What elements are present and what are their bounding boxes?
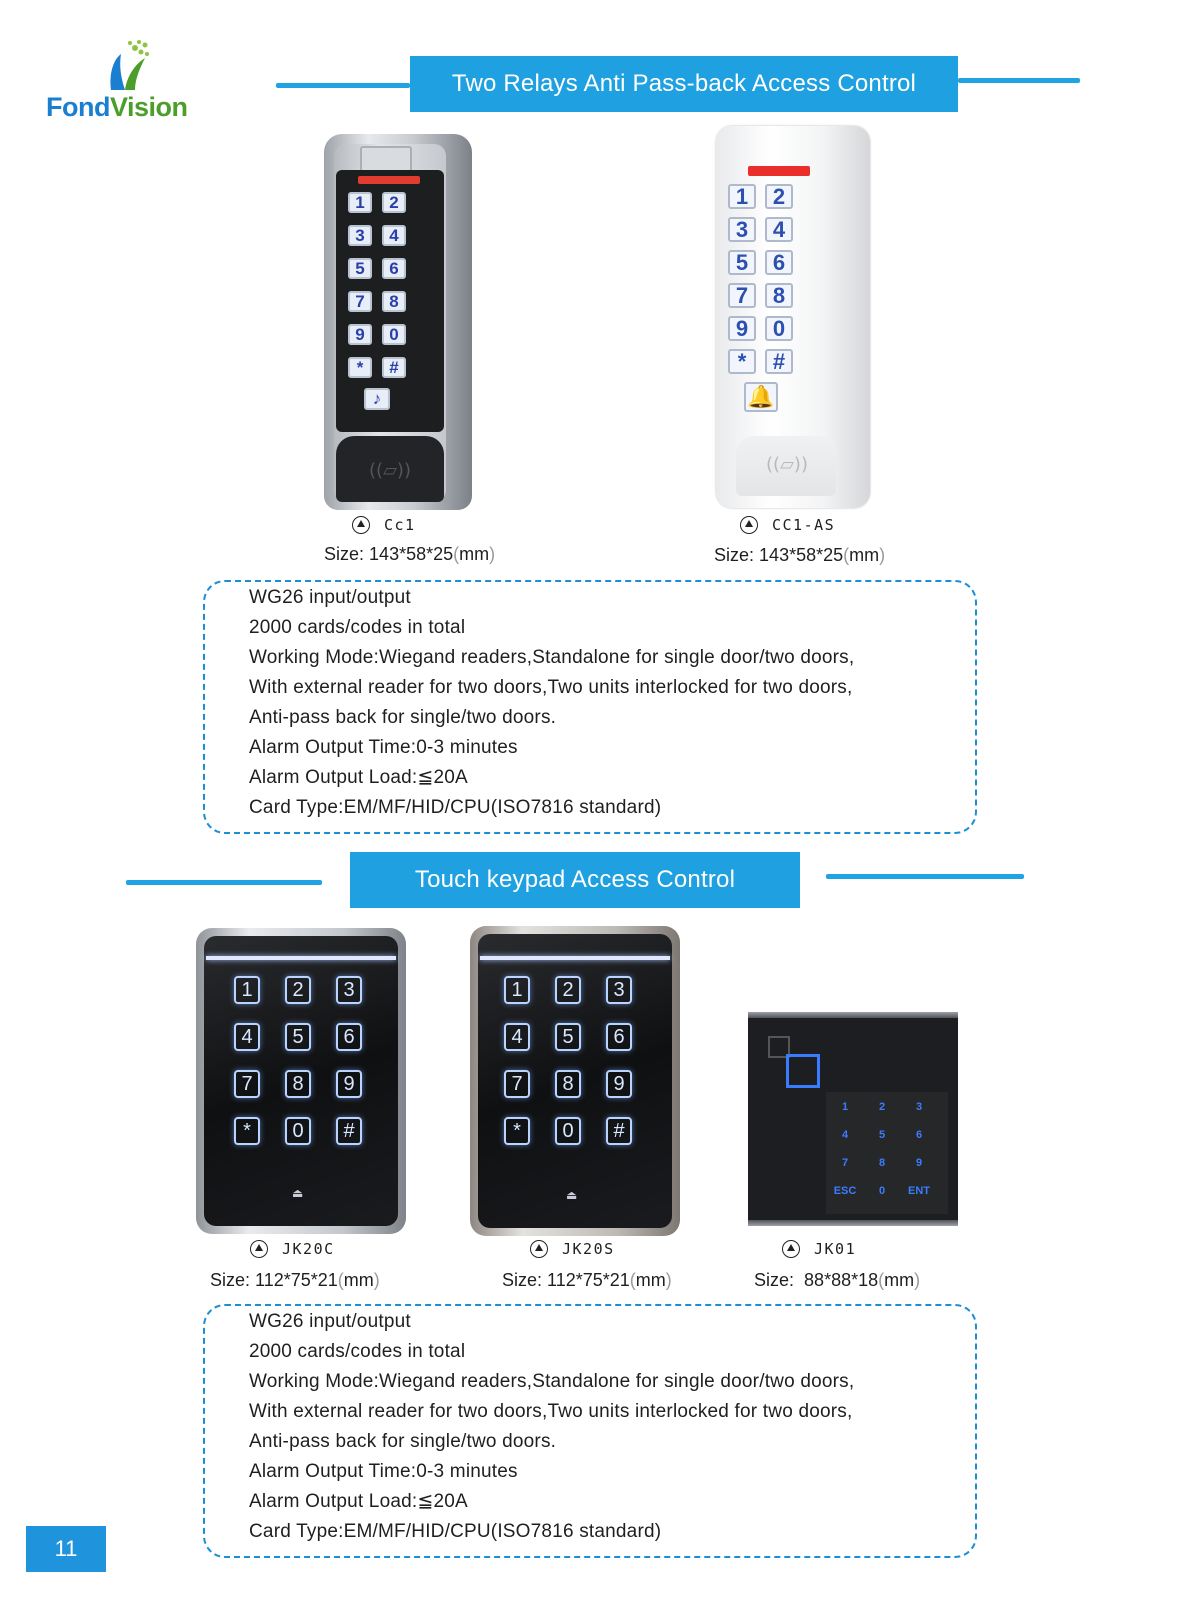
keypad-key: 2 bbox=[382, 192, 406, 213]
keypad-key: # bbox=[336, 1117, 362, 1145]
caption-jk20s bbox=[530, 1240, 615, 1258]
keypad-key: 2 bbox=[555, 976, 581, 1004]
size-cc1-as: Size: 143*58*25(mm) bbox=[714, 545, 886, 565]
keypad-key: 0 bbox=[382, 324, 406, 345]
spec-list-anti-passback bbox=[249, 583, 854, 823]
spec-item: Alarm Output Time:0-3 minutes bbox=[249, 1461, 518, 1482]
keypad-key: 9 bbox=[606, 1070, 632, 1098]
model-name: CC1-AS bbox=[772, 516, 836, 534]
spec-item: Card Type:EM/MF/HID/CPU(ISO7816 standard) bbox=[249, 1521, 662, 1542]
doorbell-icon: ⏏ bbox=[292, 1186, 304, 1200]
product-image-cc1 bbox=[324, 134, 472, 510]
keypad-key: 9 bbox=[336, 1070, 362, 1098]
keypad-key: 7 bbox=[504, 1070, 530, 1098]
size-jk01: Size: 88*88*18(mm) bbox=[754, 1270, 921, 1290]
product-image-cc1-as bbox=[716, 126, 870, 508]
rfid-wave-icon: ((▱)) bbox=[766, 454, 808, 475]
spec-item: WG26 input/output bbox=[249, 1311, 411, 1332]
keypad-key: 3 bbox=[915, 1101, 923, 1113]
keypad-key: * bbox=[348, 357, 372, 378]
keypad-key: * bbox=[234, 1117, 260, 1145]
keypad-key: 9 bbox=[728, 316, 756, 341]
keypad-key: ENT bbox=[908, 1185, 930, 1197]
spec-item: Card Type:EM/MF/HID/CPU(ISO7816 standard) bbox=[249, 797, 662, 818]
spec-item: Working Mode:Wiegand readers,Standalone for single door/two doors, bbox=[249, 1371, 855, 1392]
keypad-key: 2 bbox=[878, 1101, 886, 1113]
triangle-marker-icon bbox=[740, 516, 758, 534]
keypad-key: 6 bbox=[336, 1023, 362, 1051]
keypad-key: 5 bbox=[878, 1129, 886, 1141]
page-number: 11 bbox=[26, 1526, 106, 1572]
header-rule-left bbox=[126, 880, 322, 885]
caption-jk01 bbox=[782, 1240, 856, 1258]
spec-item: 2000 cards/codes in total bbox=[249, 1341, 466, 1362]
spec-list-touch-keypad bbox=[249, 1307, 854, 1547]
keypad-key: 6 bbox=[382, 258, 406, 279]
keypad-key: 3 bbox=[606, 976, 632, 1004]
keypad-key: 9 bbox=[348, 324, 372, 345]
keypad-key: 8 bbox=[765, 283, 793, 308]
size-cc1: Size: 143*58*25(mm) bbox=[324, 544, 496, 564]
product-image-jk20s bbox=[470, 926, 680, 1236]
keypad-key: 4 bbox=[504, 1023, 530, 1051]
keypad-key: 4 bbox=[765, 217, 793, 242]
keypad-key: ESC bbox=[833, 1185, 857, 1197]
spec-item: Alarm Output Load:≦20A bbox=[249, 767, 468, 788]
company-logo bbox=[46, 40, 246, 130]
keypad-key: * bbox=[504, 1117, 530, 1145]
keypad-key: 8 bbox=[285, 1070, 311, 1098]
keypad-key: 4 bbox=[234, 1023, 260, 1051]
keypad-key: 5 bbox=[348, 258, 372, 279]
keypad-key: 6 bbox=[915, 1129, 923, 1141]
triangle-marker-icon bbox=[250, 1240, 268, 1258]
logo-wordmark: FondVision bbox=[46, 92, 188, 122]
spec-item: Anti-pass back for single/two doors. bbox=[249, 1431, 557, 1452]
keypad-key: 4 bbox=[841, 1129, 849, 1141]
keypad-key: 0 bbox=[555, 1117, 581, 1145]
bell-key-icon: ♪ bbox=[364, 388, 390, 410]
keypad-key: 1 bbox=[348, 192, 372, 213]
keypad-key: 1 bbox=[841, 1101, 849, 1113]
keypad-key: 7 bbox=[234, 1070, 260, 1098]
size-jk20s: Size: 112*75*21(mm) bbox=[502, 1270, 672, 1290]
header-rule-right bbox=[826, 874, 1024, 879]
keypad-key: * bbox=[728, 349, 756, 374]
spec-item: Working Mode:Wiegand readers,Standalone for single door/two doors, bbox=[249, 647, 855, 668]
spec-item: With external reader for two doors,Two units interlocked for two doors, bbox=[249, 1401, 853, 1422]
keypad-key: 1 bbox=[234, 976, 260, 1004]
keypad-key: 3 bbox=[728, 217, 756, 242]
keypad-key: 0 bbox=[285, 1117, 311, 1145]
spec-item: 2000 cards/codes in total bbox=[249, 617, 466, 638]
keypad-key: 2 bbox=[765, 184, 793, 209]
keypad-key: # bbox=[382, 357, 406, 378]
size-jk20c: Size: 112*75*21(mm) bbox=[210, 1270, 380, 1290]
caption-cc1 bbox=[352, 516, 416, 534]
bell-key-icon: 🔔 bbox=[744, 382, 778, 412]
product-image-jk20c bbox=[196, 928, 406, 1234]
keypad-key: 7 bbox=[728, 283, 756, 308]
spec-item: Anti-pass back for single/two doors. bbox=[249, 707, 557, 728]
triangle-marker-icon bbox=[352, 516, 370, 534]
keypad-key: 8 bbox=[878, 1157, 886, 1169]
triangle-marker-icon bbox=[782, 1240, 800, 1258]
keypad-key: # bbox=[765, 349, 793, 374]
logo-mark-icon bbox=[101, 40, 211, 96]
rfid-wave-icon: ((▱)) bbox=[369, 460, 411, 481]
keypad-key: 2 bbox=[285, 976, 311, 1004]
header-rule-left bbox=[276, 83, 410, 88]
keypad-key: 6 bbox=[606, 1023, 632, 1051]
keypad-key: 6 bbox=[765, 250, 793, 275]
keypad-key: 3 bbox=[336, 976, 362, 1004]
keypad-key: 8 bbox=[555, 1070, 581, 1098]
keypad-key: 8 bbox=[382, 291, 406, 312]
model-name: JK20S bbox=[562, 1240, 615, 1258]
doorbell-icon: ⏏ bbox=[566, 1188, 578, 1202]
model-name: JK20C bbox=[282, 1240, 335, 1258]
keypad-key: 1 bbox=[728, 184, 756, 209]
keypad-key: 0 bbox=[878, 1185, 886, 1197]
keypad-key: # bbox=[606, 1117, 632, 1145]
model-name: Cc1 bbox=[384, 516, 416, 534]
header-rule-right bbox=[958, 78, 1080, 83]
keypad-key: 5 bbox=[728, 250, 756, 275]
model-name: JK01 bbox=[814, 1240, 857, 1258]
section-title-anti-passback: Two Relays Anti Pass-back Access Control bbox=[410, 56, 958, 112]
keypad-key: 1 bbox=[504, 976, 530, 1004]
spec-item: WG26 input/output bbox=[249, 587, 411, 608]
keypad-key: 0 bbox=[765, 316, 793, 341]
spec-item: Alarm Output Time:0-3 minutes bbox=[249, 737, 518, 758]
spec-item: Alarm Output Load:≦20A bbox=[249, 1491, 468, 1512]
keypad-key: 5 bbox=[555, 1023, 581, 1051]
card-target-icon bbox=[786, 1054, 820, 1088]
keypad-key: 5 bbox=[285, 1023, 311, 1051]
section-title-touch-keypad: Touch keypad Access Control bbox=[350, 852, 800, 908]
product-image-jk01 bbox=[748, 1012, 958, 1226]
triangle-marker-icon bbox=[530, 1240, 548, 1258]
keypad-key: 3 bbox=[348, 225, 372, 246]
keypad-key: 9 bbox=[915, 1157, 923, 1169]
keypad-key: 7 bbox=[841, 1157, 849, 1169]
keypad-key: 7 bbox=[348, 291, 372, 312]
spec-item: With external reader for two doors,Two units interlocked for two doors, bbox=[249, 677, 853, 698]
caption-cc1-as bbox=[740, 516, 835, 534]
caption-jk20c bbox=[250, 1240, 335, 1258]
keypad-key: 4 bbox=[382, 225, 406, 246]
